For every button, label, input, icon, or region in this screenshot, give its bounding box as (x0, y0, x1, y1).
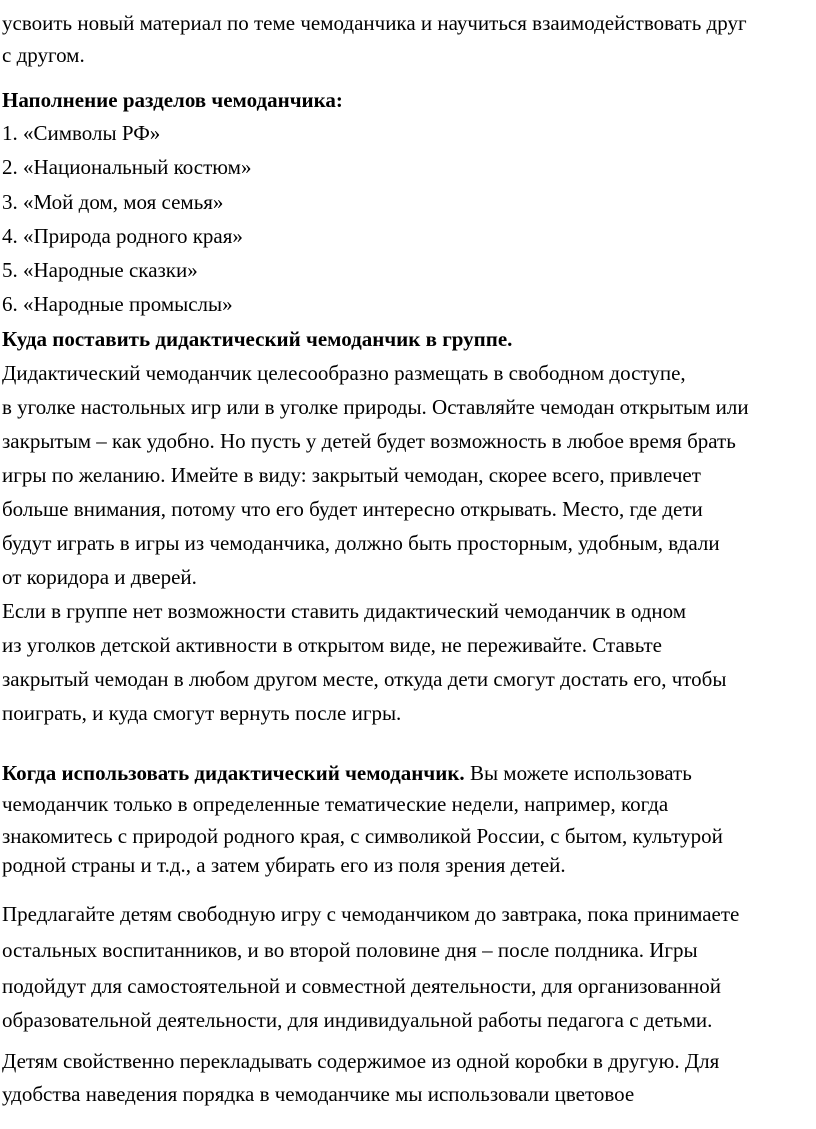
paragraph-line: больше внимания, потому что его будет интересно открывать. Место, где дети (2, 497, 703, 521)
paragraph-line: остальных воспитанников, и во второй половине дня – после полдника. Игры (2, 938, 698, 962)
list-item: 1. «Символы РФ» (2, 121, 161, 145)
list-item: 3. «Мой дом, моя семья» (2, 190, 224, 214)
paragraph-line: в уголке настольных игр или в уголке природы. Оставляйте чемодан открытым или (2, 395, 749, 419)
when-heading: Когда использовать дидактический чемоданчик. (2, 761, 465, 785)
list-item: 4. «Природа родного края» (2, 224, 243, 248)
sections-heading: Наполнение разделов чемоданчика: (2, 88, 343, 112)
paragraph-line: Детям свойственно перекладывать содержимое из одной коробки в другую. Для (2, 1049, 720, 1073)
paragraph-line: закрытый чемодан в любом другом месте, откуда дети смогут достать его, чтобы (2, 667, 727, 691)
paragraph-line: закрытым – как удобно. Но пусть у детей будет возможность в любое время брать (2, 429, 736, 453)
paragraph-line: из уголков детской активности в открытом виде, не переживайте. Ставьте (2, 633, 662, 657)
list-item: 6. «Народные промыслы» (2, 292, 233, 316)
paragraph-line: игры по желанию. Имейте в виду: закрытый чемодан, скорее всего, привлечет (2, 463, 701, 487)
paragraph-line: образовательной деятельности, для индивидуальной работы педагога с детьми. (2, 1008, 713, 1032)
intro-line: усвоить новый материал по теме чемоданчика и научиться взаимодействовать друг (2, 11, 747, 35)
list-item: 5. «Народные сказки» (2, 258, 198, 282)
paragraph-line: поиграть, и куда смогут вернуть после игры. (2, 701, 402, 725)
paragraph-line: чемоданчик только в определенные тематические недели, например, когда (2, 792, 669, 816)
paragraph-line: будут играть в игры из чемоданчика, должно быть просторным, удобным, вдали (2, 531, 720, 555)
paragraph-line: знакомитесь с природой родного края, с символикой России, с бытом, культурой (2, 824, 723, 848)
list-item: 2. «Национальный костюм» (2, 155, 252, 179)
when-first-rest: Вы можете использовать (464, 761, 692, 785)
where-heading: Куда поставить дидактический чемоданчик в группе. (2, 327, 513, 351)
paragraph-line: от коридора и дверей. (2, 565, 197, 589)
paragraph-line: родной страны и т.д., а затем убирать его из поля зрения детей. (2, 853, 566, 877)
paragraph-line: Предлагайте детям свободную игру с чемоданчиком до завтрака, пока принимаете (2, 902, 740, 926)
paragraph-line: подойдут для самостоятельной и совместной деятельности, для организованной (2, 974, 721, 998)
paragraph-line: удобства наведения порядка в чемоданчике мы использовали цветовое (2, 1082, 635, 1106)
paragraph-line: Если в группе нет возможности ставить дидактический чемоданчик в одном (2, 599, 687, 623)
intro-line: с другом. (2, 43, 85, 67)
paragraph-line: Дидактический чемоданчик целесообразно размещать в свободном доступе, (2, 361, 686, 385)
when-first-line (2, 761, 692, 785)
